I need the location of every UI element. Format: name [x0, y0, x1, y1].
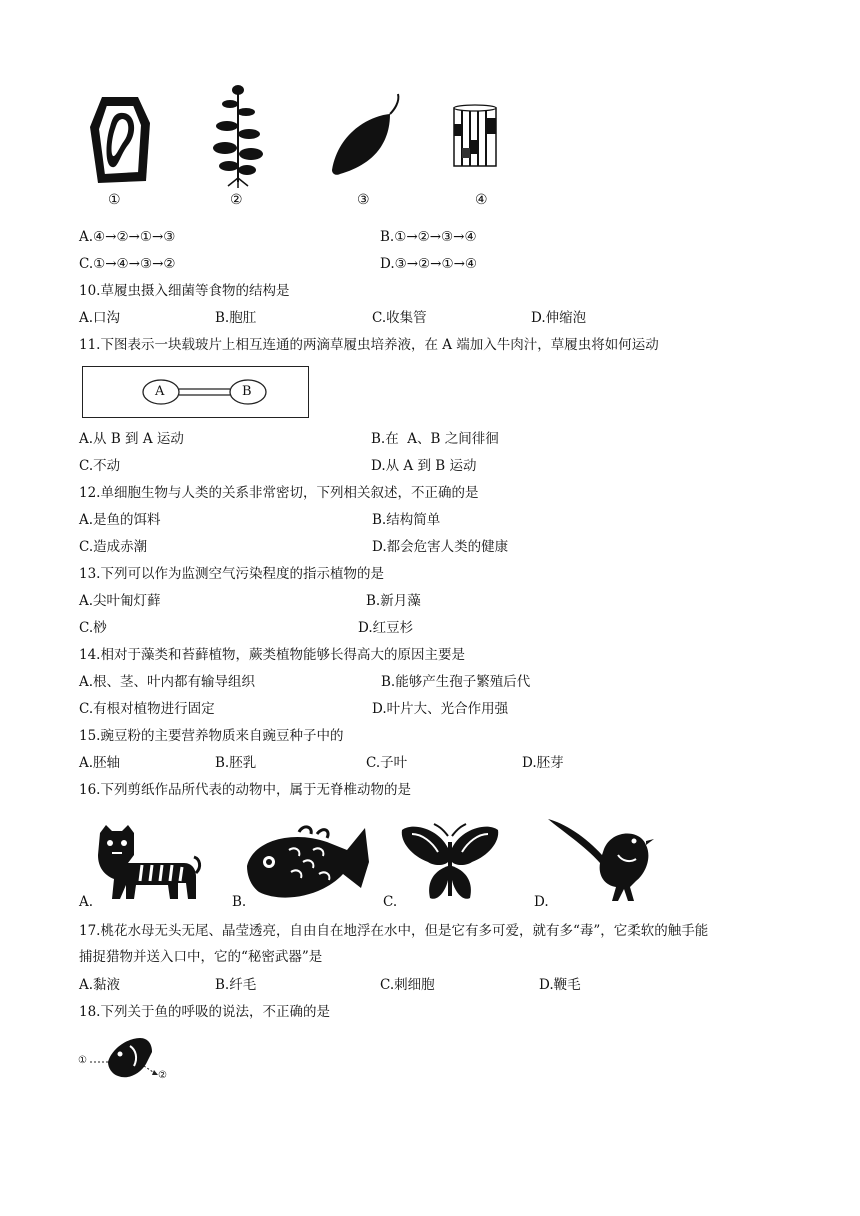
q10-option-c[interactable]: C.收集管: [372, 310, 427, 326]
q13-option-a[interactable]: A.尖叶匍灯藓: [79, 593, 161, 609]
q15-option-d[interactable]: D.胚芽: [522, 755, 564, 771]
q12-option-a[interactable]: A.是鱼的饵料: [79, 512, 161, 528]
q14-option-d[interactable]: D.叶片大、光合作用强: [372, 701, 509, 717]
q16-butterfly-papercut: [398, 822, 502, 906]
q18-label-1: ①: [78, 1055, 87, 1066]
tiger-icon: [92, 823, 202, 905]
q12-option-d[interactable]: D.都会危害人类的健康: [372, 539, 509, 555]
q15-option-c[interactable]: C.子叶: [366, 755, 408, 771]
q16-option-d[interactable]: D.: [534, 894, 549, 910]
glass-slide-diagram: [82, 366, 309, 418]
drop-b-label: B: [242, 384, 252, 399]
q9-figure-plant: [212, 82, 264, 188]
q9-option-b[interactable]: B.①→②→③→④: [380, 229, 477, 245]
q11-option-a[interactable]: A.从 B 到 A 运动: [79, 431, 184, 447]
q9-label-2: ②: [230, 192, 243, 208]
q15-option-b[interactable]: B.胚乳: [215, 755, 257, 771]
q9-option-d[interactable]: D.③→②→①→④: [380, 256, 477, 272]
q14-option-a[interactable]: A.根、茎、叶内都有输导组织: [79, 674, 256, 690]
q17-option-c[interactable]: C.刺细胞: [380, 977, 435, 993]
q11-option-b[interactable]: B.在 A、B 之间徘徊: [371, 431, 499, 447]
leaf-icon: [328, 92, 404, 180]
q11-option-c[interactable]: C.不动: [79, 458, 121, 474]
q18-fish-figure: [78, 1034, 174, 1086]
q16-option-a[interactable]: A.: [79, 894, 94, 910]
q18-label-2: ②: [158, 1070, 167, 1081]
q10-option-a[interactable]: A.口沟: [79, 310, 121, 326]
q17-option-b[interactable]: B.纤毛: [215, 977, 257, 993]
q17-option-a[interactable]: A.黏液: [79, 977, 121, 993]
bird-icon: [546, 815, 654, 907]
q12-stem: 12.单细胞生物与人类的关系非常密切，下列相关叙述，不正确的是: [79, 485, 479, 501]
fish-icon: [243, 822, 373, 908]
butterfly-icon: [398, 822, 502, 906]
q14-option-c[interactable]: C.有根对植物进行固定: [79, 701, 215, 717]
q11-option-d[interactable]: D.从 A 到 B 运动: [371, 458, 477, 474]
q9-figure-leaf: [328, 92, 404, 180]
q17-option-d[interactable]: D.鞭毛: [539, 977, 581, 993]
q18-stem: 18.下列关于鱼的呼吸的说法，不正确的是: [79, 1004, 330, 1020]
q12-option-b[interactable]: B.结构简单: [372, 512, 441, 528]
q9-option-c[interactable]: C.①→④→③→②: [79, 256, 176, 272]
q9-label-3: ③: [357, 192, 370, 208]
q12-option-c[interactable]: C.造成赤潮: [79, 539, 148, 555]
q10-option-d[interactable]: D.伸缩泡: [531, 310, 587, 326]
q15-stem: 15.豌豆粉的主要营养物质来自豌豆种子中的: [79, 728, 344, 744]
q11-stem: 11.下图表示一块载玻片上相互连通的两滴草履虫培养液，在 A 端加入牛肉汁，草履虫将如何运动: [79, 337, 659, 353]
plant-cell-icon: [84, 93, 156, 188]
q10-option-b[interactable]: B.胞肛: [215, 310, 257, 326]
drop-a-label: A: [155, 384, 165, 399]
q13-option-b[interactable]: B.新月藻: [366, 593, 421, 609]
q9-figure-tissue: [452, 104, 498, 168]
q13-stem: 13.下列可以作为监测空气污染程度的指示植物的是: [79, 566, 384, 582]
q14-stem: 14.相对于藻类和苔藓植物，蕨类植物能够长得高大的原因主要是: [79, 647, 465, 663]
plant-icon: [212, 82, 264, 188]
q10-stem: 10.草履虫摄入细菌等食物的结构是: [79, 283, 290, 299]
q13-option-c[interactable]: C.桫: [79, 620, 107, 636]
tissue-icon: [452, 104, 498, 168]
q16-option-b[interactable]: B.: [232, 894, 247, 910]
q16-option-c[interactable]: C.: [383, 894, 398, 910]
q16-tiger-papercut: [92, 823, 202, 905]
q16-fish-papercut: [243, 822, 373, 908]
q15-option-a[interactable]: A.胚轴: [79, 755, 121, 771]
q9-label-4: ④: [475, 192, 488, 208]
q16-bird-papercut: [546, 815, 654, 907]
q9-label-1: ①: [108, 192, 121, 208]
q13-option-d[interactable]: D.红豆杉: [358, 620, 414, 636]
q16-stem: 16.下列剪纸作品所代表的动物中，属于无脊椎动物的是: [79, 782, 411, 798]
q9-figure-cell: [84, 93, 156, 188]
q17-stem-line1: 17.桃花水母无头无尾、晶莹透亮，自由自在地浮在水中，但是它有多可爱，就有多“毒”，它柔软的触手能: [79, 923, 709, 939]
q9-option-a[interactable]: A.④→②→①→③: [79, 229, 176, 245]
q17-stem-line2: 捕捉猎物并送入口中，它的“秘密武器”是: [79, 949, 323, 965]
q14-option-b[interactable]: B.能够产生孢子繁殖后代: [381, 674, 531, 690]
